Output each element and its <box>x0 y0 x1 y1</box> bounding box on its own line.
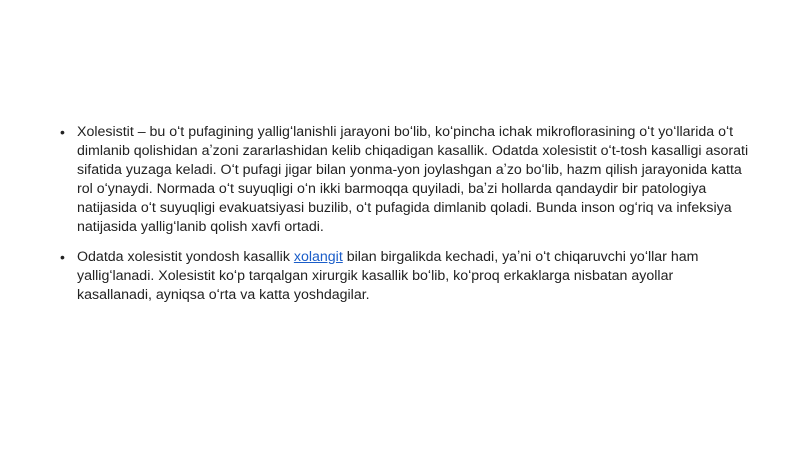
list-item <box>60 248 750 305</box>
xolangit-link[interactable]: xolangit <box>293 249 343 265</box>
bullet-marker: • <box>60 249 65 265</box>
list-item <box>60 123 750 237</box>
bullet-list <box>60 123 750 305</box>
paragraph-text-end: bilan birgalikda kechadi, yaʼni oʻt chiqaruvchi yoʻllar ham yalligʻlanadi. Xolesistit koʻp tarqalgan xirurgik kasallik boʻlib, koʻproq erkaklarga nisbatan ayollar kasallanadi, ayniqsa oʻrta va katta yoshdagilar. <box>77 249 699 303</box>
bullet-marker: • <box>60 124 65 140</box>
paragraph-text: Xolesistit – bu oʻt pufagining yalligʻlanishli jarayoni boʻlib, koʻpincha ichak mikroflorasining oʻt yoʻllarida oʻt dimlanib qolishidan aʼzoni zararlashidan kelib chiqadigan kasallik. Odatda xolesistit oʻt-tosh kasalligi asorati sifatida yuzaga keladi. Oʻt pufagi jigar bilan yonma-yon joylashgan aʼzo boʻlib, hazm qilish jarayonida katta rol oʻynaydi. Normada oʻt suyuqligi oʻn ikki barmoqqa quyiladi, baʼzi hollarda qandaydir bir patologiya natijasida oʻt suyuqligi evakuatsiyasi buzilib, oʻt pufagida dimlanib qoladi. Bunda inson ogʻriq va infeksiya natijasida yalligʻlanib qolish xavfi ortadi. <box>77 124 749 235</box>
paragraph-text-start: Odatda xolesistit yondosh kasallik <box>77 249 294 265</box>
